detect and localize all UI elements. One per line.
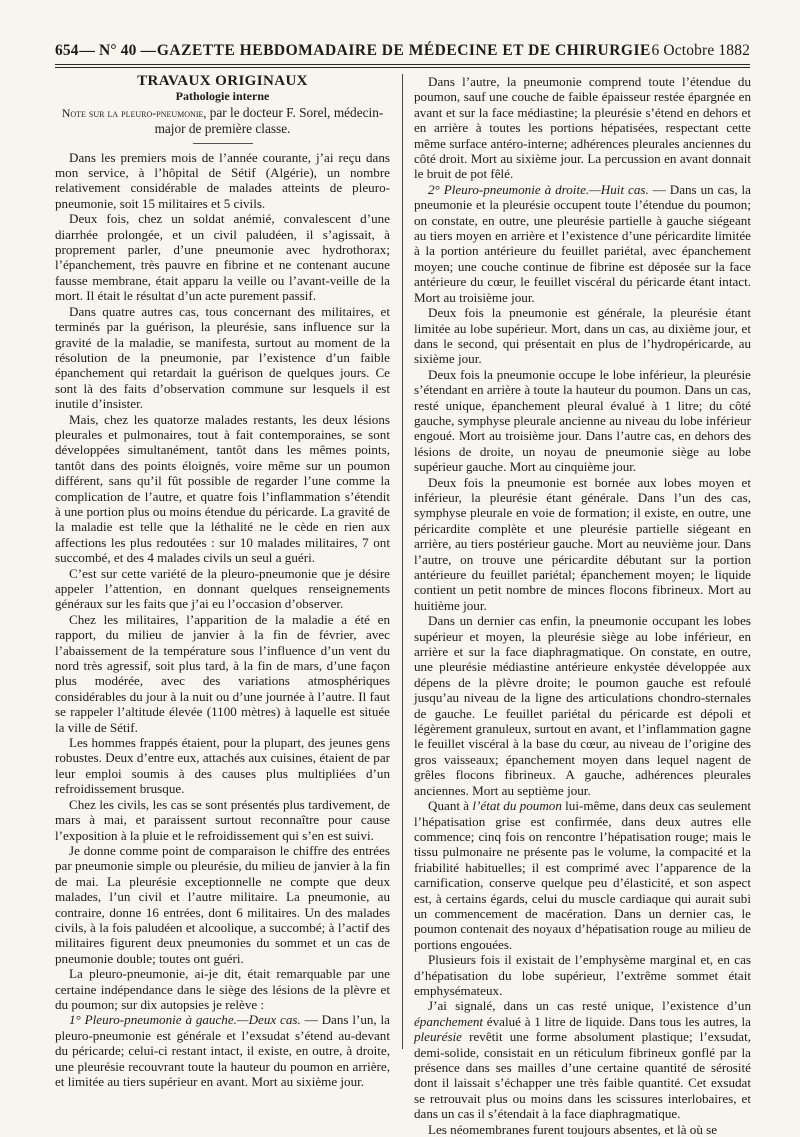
paragraph: Dans les premiers mois de l’année courante, j’ai reçu dans mon service, à l’hôpital de Sétif (Algérie), un nombre relativement considérable de malades atteints de pleuro-pneumonie, soit 15 militaires et 5 civils. — [55, 149, 390, 211]
paragraph: Chez les civils, les cas se sont présentés plus tardivement, de mars à mai, et paraissent surtout reconnaître pour cause l’exposition à la pluie et le refroidissement qui s’en est suivi. — [55, 796, 390, 843]
italic-phrase: épanchement — [414, 1013, 484, 1029]
left-column — [55, 74, 390, 1089]
paragraph — [414, 798, 751, 952]
paragraph: Deux fois la pneumonie occupe le lobe inférieur, la pleurésie s’étendant en arrière à toute la hauteur du poumon. Dans un cas, resté unique, épanchement pleural évalué à 1 litre; du côté gauche, symphyse pleurale ancienne au niveau du lobe inférieur engoué. Mort au troisième jour. Dans l’autre cas, en dehors des lésions de droite, un noyau de pneumonie siège au lobe supérieur gauche. Mort au cinquième jour. — [414, 366, 751, 475]
header-rule-top — [55, 64, 750, 65]
paragraph: Deux fois la pneumonie est bornée aux lobes moyen et inférieur, la pleurésie étant générale. Dans l’un des cas, symphyse pleurale en voie de formation; il existe, en outre, une péricardite complète et une pleurésie partielle siégeant en arrière, au tiers postérieur gauche. Mort au neuvième jour. Dans l’autre, on trouve une péricardite débutant sur la portion antérieure du feuillet pariétal; épanchement moyen; le liquide contient un petit nombre de minces flocons fibrineux. Mort au huitième jour. — [414, 474, 751, 613]
article-byline: par le docteur F. Sorel, médecin-major de première classe. — [154, 104, 384, 137]
case-heading: 2° Pleuro-pneumonie à droite.—Huit cas. — [428, 181, 649, 197]
article-title: Note sur la pleuro-pneumonie, — [61, 105, 207, 120]
paragraph: Plusieurs fois il existait de l’emphysème marginal et, en cas d’hépatisation du lobe supérieur, l’extrême sommet était emphysémateux. — [414, 952, 751, 998]
paragraph: Dans l’autre, la pneumonie comprend toute l’étendue du poumon, sauf une couche de faible épaisseur restée épargnée en avant et sur la face médiastine; la pleurésie s’étend en dehors et en arrière à toutes les portions hépatisées, respectant cette même surface antéro-interne; adhérences pleurales anciennes du côté droit. Mort au sixième jour. La percussion en avant donnait le bruit de pot fêlé. — [414, 74, 751, 182]
paragraph: Chez les militaires, l’apparition de la maladie a été en rapport, du milieu de janvier à la fin de février, avec l’abaissement de la température sous l’influence d’un vent du nord très agressif, soit plus tard, à la fin de mars, d’une façon plus modérée, avec des variations atmosphériques considérables du jour à la nuit ou d’une journée à l’autre. Il faut se rappeler l’altitude élevée (1100 mètres) à laquelle est située la ville de Sétif. — [55, 611, 390, 735]
paragraph: Les hommes frappés étaient, pour la plupart, des jeunes gens robustes. Deux d’entre eux, attachés aux cuisines, étaient de par leur emploi soumis à des causes plus multipliées d’un refroidissement brusque. — [55, 735, 390, 797]
paragraph: La pleuro-pneumonie, ai-je dit, était remarquable par une certaine indépendance dans le siège des lésions de la plèvre et du poumon; sur dix autopsies je relève : — [55, 966, 390, 1012]
running-header — [55, 40, 750, 62]
text-run: J’ai signalé, dans un cas resté unique, l’existence d’un — [428, 998, 751, 1014]
paragraph: Dans quatre autres cas, tous concernant des militaires, et terminés par la guérison, la pleurésie, sans influence sur la gravité de la maladie, se manifesta, surtout au moment de la résolution de la pneumonie, par l’existence d’un faible épanchement qui retardait la guérison de quelques jours. Ce sont là des faits d’observation commune sur lesquels il est inutile d’insister. — [55, 303, 390, 412]
italic-phrase: pleurésie — [414, 1029, 462, 1045]
paragraph: Les néomembranes furent toujours absentes, et là où se — [428, 1121, 718, 1137]
paragraph: Deux fois la pneumonie est générale, la pleurésie étant limitée au lobe supérieur. Mort, dans un cas, au dixième jour, et dans le second, qui présentait en plus de l’hydropéricarde, au sixième jour. — [414, 305, 751, 367]
right-column — [414, 74, 751, 1137]
text-run: lui-même, dans deux cas seulement l’hépatisation grise est confirmée, dans deux autres elle commence; cinq fois on rencontre l’hépatisation rouge; mais le tissu pulmonaire ne présente pas le volume, la compacité et la friabilité habituelles; il est comprimé avec l’apparence de la carnification, conserve quelque peu d’élasticité, et son aspect est, à certains égards, celui du muscle cardiaque qui aurait subi un commencement de macération. Dans un dernier cas, le poumon contenait des noyaux d’hépatisation rouge au milieu de portions engouées. — [414, 798, 752, 952]
case-heading: 1° Pleuro-pneumonie à gauche.—Deux cas. — [69, 1012, 301, 1028]
case-text: — Dans l’un, la pleuro-pneumonie est générale et l’exsudat s’étend au-devant du péricarde; celui-ci restant intact, il existe, en outre, à droite, une pleurésie recouvrant toute la hauteur du poumon en arrière, et limitée au tiers supérieur en avant. Mort au sixième jour. — [55, 1012, 390, 1089]
heading-separator — [193, 143, 253, 144]
section-title: TRAVAUX ORIGINAUX — [137, 73, 308, 89]
journal-title: GAZETTE HEBDOMADAIRE DE MÉDECINE ET DE CHIRURGIE — [156, 42, 651, 59]
subsection-title: Pathologie interne — [175, 89, 270, 104]
page-number: 654 — [55, 42, 79, 59]
paragraph: Deux fois, chez un soldat anémié, convalescent d’une diarrhée prolongée, et un civil paludéen, il s’agissait, à proprement parler, d’une pneumonie avec hydrothorax; l’épanchement, très pauvre en fibrine et ne contenant aucune fausse membrane, était apparu la veille ou l’avant-veille de la mort. Il était le résultat d’un acte purement passif. — [55, 211, 390, 304]
paragraph: C’est sur cette variété de la pleuro-pneumonie que je désire appeler l’attention, en donnant quelques renseignements généraux sur les faits que j’ai eu l’occasion d’observer. — [55, 565, 390, 612]
text-run: évalué à 1 litre de liquide. Dans tous les autres, la — [483, 1013, 751, 1029]
paragraph — [414, 182, 751, 305]
column-divider — [402, 74, 403, 1049]
issue-number: — N° 40 — — [79, 42, 157, 59]
text-run: revêtit une forme absolument plastique; l’exsudat, demi-solide, consistait en un réticulum fibrineux gonflé par la présence dans ses mailles d’une certaine quantité de sérosité dont il laissait s’échapper une très faible quantité. Cet exsudat se retrouvait plus ou moins dans les scissures interlobaires, et dans un cas il s’étendait à la face diaphragmatique. — [414, 1029, 751, 1122]
case-text: — Dans un cas, la pneumonie et la pleurésie occupent toute l’étendue du poumon; on constate, en outre, une pleurésie partielle à gauche siégeant au tiers moyen en arrière et l’existence d’une péricardite limitée à la portion antérieure du feuillet pariétal, avec épanchement moyen; une couche continue de fibrine est déposée sur la face antérieure du cœur, le feuillet viscéral du péricarde étant intact. Mort au troisième jour. — [414, 181, 751, 305]
header-rule-bottom — [55, 67, 750, 68]
article-heading — [55, 105, 390, 137]
issue-date: 6 Octobre 1882 — [651, 42, 750, 59]
paragraph — [55, 1012, 390, 1089]
paragraph — [414, 998, 751, 1121]
paragraph: Mais, chez les quatorze malades restants, les deux lésions pleurales et pulmonaires, tout à fait contemporaines, se sont développées simultanément, tantôt dans les mêmes points, tantôt dans des points éloignés, voire même sur un poumon différent, sans qu’il fût possible de regarder l’une comme la complication de l’autre, et quatre fois l’inflammation s’étendit à une portion plus ou moins étendue du péricarde. La gravité de la maladie est telle que la léthalité ne le cède en rien aux affections les plus redoutées : sur 10 malades militaires, 7 ont succombé, et des 4 malades civils un seul a guéri. — [55, 411, 390, 566]
text-run: Quant à — [428, 798, 473, 814]
paragraph: Je donne comme point de comparaison le chiffre des entrées par pneumonie simple ou pleurésie, du milieu de janvier à la fin de mai. La pleurésie exceptionnelle ne compte que deux malades, l’un civil et l’autre militaire. La pneumonie, au contraire, donne 16 entrées, dont 6 militaires. Un des malades civils, à la fois paludéen et alcoolique, a succombé; à l’actif des militaires figurent deux pneumonies du sommet et un cas de pneumonie double; toutes ont guéri. — [55, 842, 390, 966]
italic-phrase: l’état du poumon — [472, 798, 562, 814]
paragraph: Dans un dernier cas enfin, la pneumonie occupant les lobes supérieur et moyen, la pleurésie siège au lobe inférieur, en arrière et sur la face diaphragmatique. On constate, en outre, une pleurésie médiastine antérieure enkystée développée aux dépens de la plèvre droite; le poumon gauche est refoulé jusqu’au niveau de la ligne des articulations chondro-sternales de gauche. Le feuillet pariétal du péricarde est dépoli et légèrement granuleux, surtout en avant, et l’inflammation gagne le feuillet viscéral à la base du cœur, au niveau de l’origine des gros vaisseaux; épanchement moyen dans lequel nagent de grêles flocons fibrineux. A gauche, adhérences pleurales anciennes. Mort au septième jour. — [414, 613, 751, 798]
